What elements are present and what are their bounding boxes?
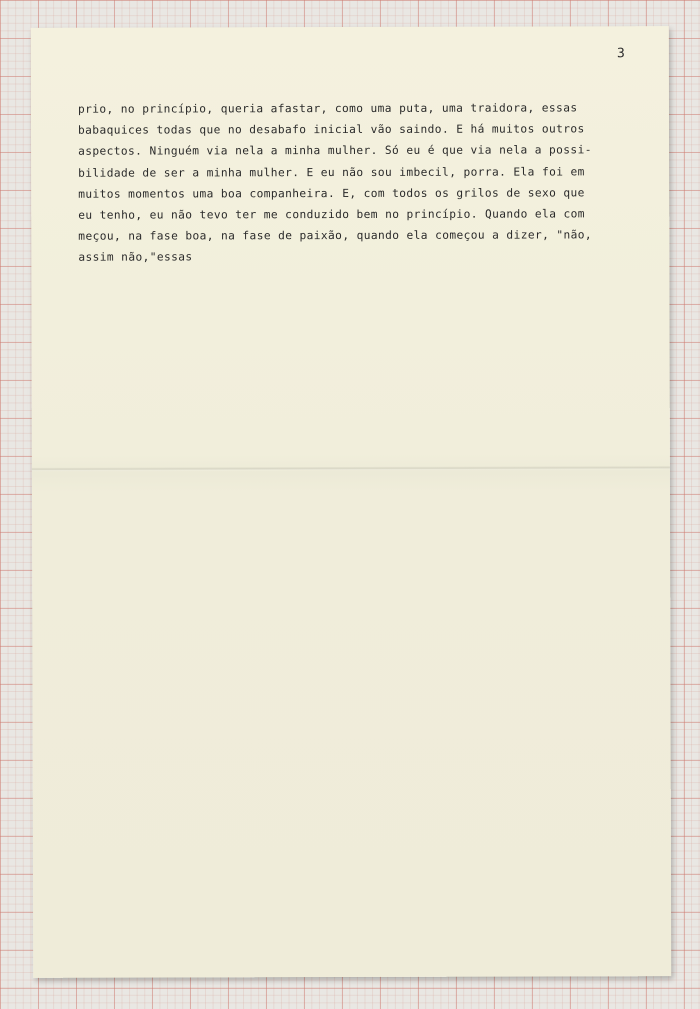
text-line: eu tenho, eu não tevo ter me conduzido bem no princípio. Quando ela com [78, 207, 585, 222]
page-number: 3 [616, 46, 625, 62]
paper-fold [32, 466, 670, 471]
text-line: meçou, na fase boa, na fase de paixão, quando ela começou a dizer, "não, [78, 228, 593, 243]
text-line: aspectos. Ninguém via nela a minha mulher. Só eu é que via nela a possi- [78, 143, 592, 159]
text-line: muitos momentos uma boa companheira. E, com todos os grilos de sexo que [78, 186, 585, 201]
body-text [78, 97, 638, 268]
typewritten-page [31, 26, 671, 978]
text-line: bilidade de ser a minha mulher. E eu não sou imbecil, porra. Ela foi em [78, 164, 585, 180]
text-line: assim não,"essas [78, 250, 193, 265]
text-line: prio, no princípio, queria afastar, como uma puta, uma traidora, essas [77, 101, 578, 116]
text-line: babaquices todas que no desabafo inicial vão saindo. E há muitos outros [78, 122, 585, 137]
